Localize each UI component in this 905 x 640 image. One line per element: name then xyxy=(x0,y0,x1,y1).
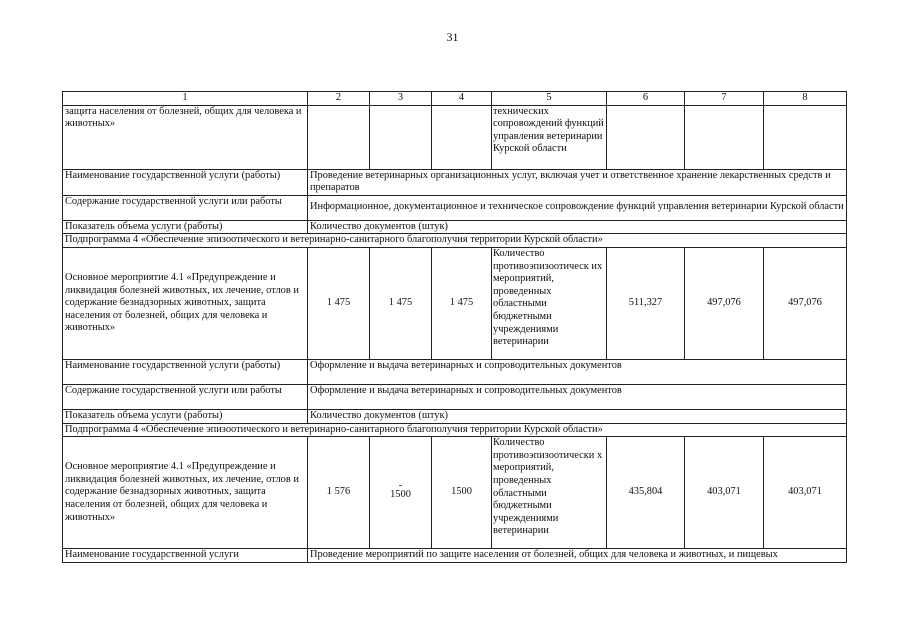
value-col-8: 497,076 xyxy=(764,247,847,359)
indicator-name: Количество противоэпизоотическ их мероприятий, проведенных областными бюджетными учреждениями ветеринарии xyxy=(492,247,607,359)
page-number: 31 xyxy=(446,30,459,44)
volume-indicator-value: Количество документов (штук) xyxy=(308,220,847,234)
stray-mark: - xyxy=(398,480,403,492)
header-col-3: 3 xyxy=(370,92,432,106)
header-col-7: 7 xyxy=(685,92,764,106)
header-col-8: 8 xyxy=(764,92,847,106)
volume-indicator-label: Показатель объема услуги (работы) xyxy=(63,220,308,234)
table-row xyxy=(63,220,847,234)
activity-description-continued: защита населения от болезней, общих для человека и животных» xyxy=(63,105,308,169)
service-name-value: Проведение мероприятий по защите населения от болезней, общих для человека и животных, и пищевых xyxy=(308,549,847,563)
indicator-name: Количество противоэпизоотически х мероприятий, проведенных областными бюджетными учреждениями ветеринарии xyxy=(492,437,607,549)
header-col-1: 1 xyxy=(63,92,308,106)
value-col-6: 511,327 xyxy=(607,247,685,359)
program-table xyxy=(62,91,847,563)
service-content-value: Информационное, документационное и техническое сопровождение функций управления ветеринарии Курской области xyxy=(308,195,847,220)
table-row xyxy=(63,234,847,248)
header-col-2: 2 xyxy=(308,92,370,106)
main-activity-description: Основное мероприятие 4.1 «Предупреждение и ликвидация болезней животных, их лечение, отлов и содержание безнадзорных животных, защита населения от болезней, общих для человека и животных» xyxy=(63,437,308,549)
header-row xyxy=(63,92,847,106)
value-col-4: 1 475 xyxy=(432,247,492,359)
value-col-2: 1 475 xyxy=(308,247,370,359)
service-name-label: Наименование государственной услуги xyxy=(63,549,308,563)
header-col-5: 5 xyxy=(492,92,607,106)
indicator-name-continued: технических сопровождений функций управления ветеринарии Курской области xyxy=(492,105,607,169)
value-col-7: 497,076 xyxy=(685,247,764,359)
service-content-label: Содержание государственной услуги или работы xyxy=(63,195,308,220)
table-row xyxy=(63,549,847,563)
table-row xyxy=(63,247,847,359)
table-row xyxy=(63,105,847,169)
service-name-label: Наименование государственной услуги (работы) xyxy=(63,359,308,384)
main-activity-description: Основное мероприятие 4.1 «Предупреждение и ликвидация болезней животных, их лечение, отлов и содержание безнадзорных животных, защита населения от болезней, общих для человека и животных» xyxy=(63,247,308,359)
volume-indicator-label: Показатель объема услуги (работы) xyxy=(63,409,308,423)
service-content-label: Содержание государственной услуги или работы xyxy=(63,384,308,409)
volume-indicator-value: Количество документов (штук) xyxy=(308,409,847,423)
value-col-8: 403,071 xyxy=(764,437,847,549)
value-col-3 xyxy=(370,437,432,549)
value-col-3-text: 1500 xyxy=(390,489,411,501)
value-col-2: 1 576 xyxy=(308,437,370,549)
table-row xyxy=(63,437,847,549)
value-col-3: 1 475 xyxy=(370,247,432,359)
service-name-value: Проведение ветеринарных организационных услуг, включая учет и ответственное хранение лекарственных средств и препаратов xyxy=(308,169,847,195)
table-row xyxy=(63,195,847,220)
header-col-6: 6 xyxy=(607,92,685,106)
table-row xyxy=(63,359,847,384)
value-col-4: 1500 xyxy=(432,437,492,549)
service-name-value: Оформление и выдача ветеринарных и сопроводительных документов xyxy=(308,359,847,384)
table-row xyxy=(63,169,847,195)
value-col-7: 403,071 xyxy=(685,437,764,549)
table-row xyxy=(63,409,847,423)
table-row xyxy=(63,423,847,437)
service-name-label: Наименование государственной услуги (работы) xyxy=(63,169,308,195)
header-col-4: 4 xyxy=(432,92,492,106)
value-col-6: 435,804 xyxy=(607,437,685,549)
service-content-value: Оформление и выдача ветеринарных и сопроводительных документов xyxy=(308,384,847,409)
subprogram-title: Подпрограмма 4 «Обеспечение эпизоотического и ветеринарно-санитарного благополучия территории Курской области» xyxy=(63,234,847,248)
subprogram-title: Подпрограмма 4 «Обеспечение эпизоотического и ветеринарно-санитарного благополучия территории Курской области» xyxy=(63,423,847,437)
table-row xyxy=(63,384,847,409)
